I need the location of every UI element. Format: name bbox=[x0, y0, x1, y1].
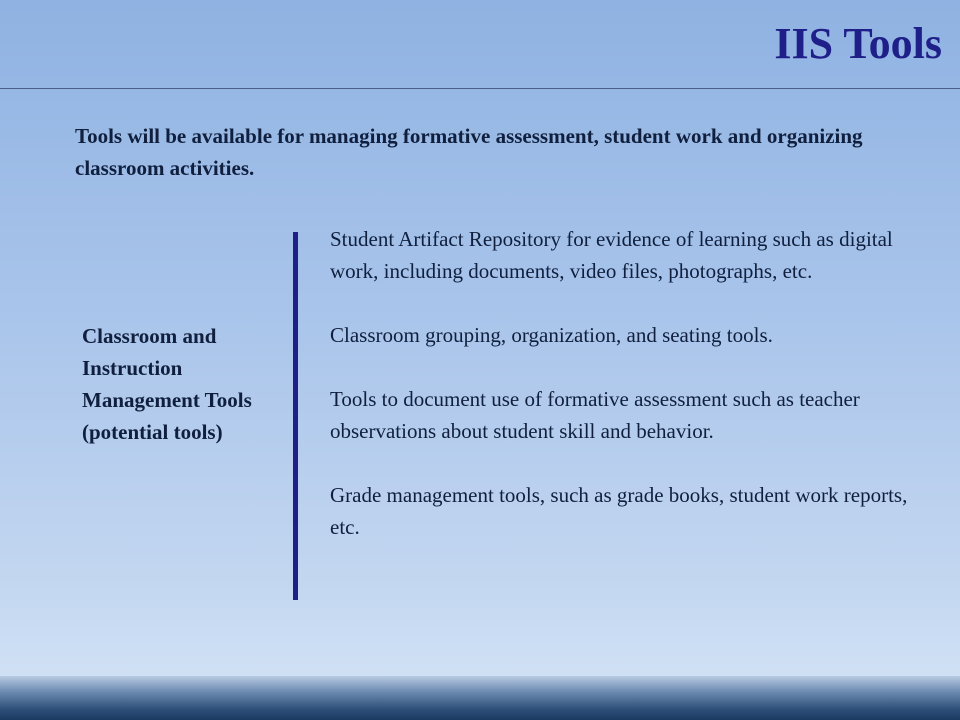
slide-title: IIS Tools bbox=[774, 19, 942, 68]
tool-item-formative-assessment: Tools to document use of formative assessment such as teacher observations about student skill and behavior. bbox=[330, 387, 860, 443]
tool-item-grouping: Classroom grouping, organization, and seating tools. bbox=[330, 323, 773, 347]
title-underline bbox=[0, 88, 960, 89]
tool-item-grade-management: Grade management tools, such as grade books, student work reports, etc. bbox=[330, 483, 908, 539]
vertical-divider bbox=[293, 232, 298, 600]
tool-item-artifact-repository: Student Artifact Repository for evidence of learning such as digital work, including documents, video files, photographs, etc. bbox=[330, 227, 893, 283]
tool-list bbox=[330, 223, 930, 543]
footer-band bbox=[0, 676, 960, 720]
intro-text: Tools will be available for managing formative assessment, student work and organizing classroom activities. bbox=[75, 124, 863, 180]
category-label: Classroom and Instruction Management Tools (potential tools) bbox=[82, 324, 252, 444]
